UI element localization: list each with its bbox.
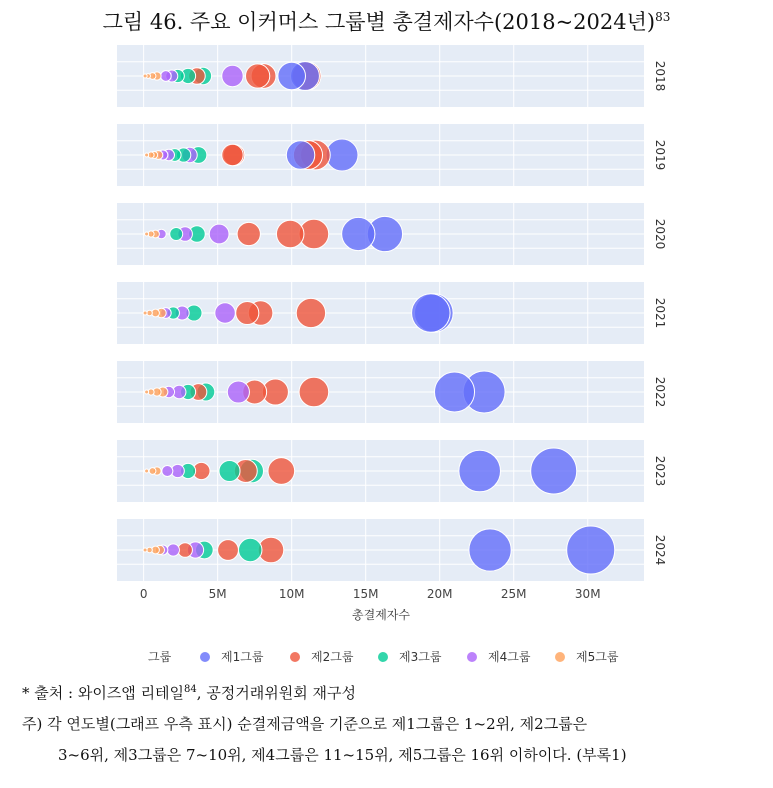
scatter-point (276, 220, 303, 247)
scatter-point (147, 310, 153, 316)
facet-panel-2018 (117, 45, 667, 107)
legend-label: 제4그룹 (488, 650, 531, 664)
scatter-point (435, 372, 475, 412)
scatter-point (145, 153, 149, 157)
scatter-point (412, 294, 450, 332)
scatter-point (227, 381, 249, 403)
scatter-point (149, 468, 156, 475)
facet-panel-2022 (117, 361, 667, 423)
legend-item-1[interactable] (200, 649, 264, 664)
legend-title: 그룹 (148, 650, 172, 664)
legend-marker (555, 652, 565, 662)
scatter-point (567, 526, 615, 574)
facet-panel-2019 (117, 124, 667, 186)
facet-label-2020: 2020 (653, 218, 667, 250)
scatter-point (222, 144, 243, 165)
scatter-point (342, 217, 375, 250)
scatter-point (219, 460, 240, 481)
legend-item-5[interactable] (555, 649, 619, 664)
scatter-point (215, 303, 235, 323)
scatter-point (286, 141, 314, 169)
source-note (22, 682, 356, 703)
scatter-point (218, 540, 239, 561)
scatter-point (167, 544, 179, 556)
legend-item-3[interactable] (378, 649, 442, 664)
facet-label-2018: 2018 (653, 60, 667, 92)
scatter-point (170, 228, 183, 241)
legend-label: 제1그룹 (221, 650, 264, 664)
scatter-point (143, 74, 147, 78)
source-note-suffix: , 공정거래위원회 재구성 (196, 684, 356, 702)
x-tick-label: 15M (352, 587, 379, 601)
scatter-point (178, 543, 193, 558)
explanatory-note-line-2: 3~6위, 제3그룹은 7~10위, 제4그룹은 11~15위, 제5그룹은 16위 이하이다. (부록1) (58, 746, 627, 764)
scatter-point (326, 139, 358, 171)
scatter-point (296, 298, 325, 327)
x-tick-label: 20M (426, 587, 453, 601)
x-tick-label: 10M (278, 587, 305, 601)
figure-title-text: 그림 46. 주요 이커머스 그룹별 총결제자수(2018~2024년) (102, 10, 656, 34)
scatter-point (268, 458, 295, 485)
scatter-point (145, 469, 149, 473)
scatter-point (299, 377, 329, 407)
facet-panel-2024 (117, 519, 667, 581)
legend-label: 제2그룹 (311, 650, 354, 664)
scatter-point (278, 62, 306, 90)
legend-marker (200, 652, 210, 662)
legend-item-2[interactable] (290, 649, 354, 664)
scatter-point (236, 301, 259, 324)
facet-label-2021: 2021 (653, 297, 667, 329)
legend-label: 제3그룹 (399, 650, 442, 664)
scatter-point (145, 390, 149, 394)
legend-marker (290, 652, 300, 662)
scatter-point (237, 222, 260, 245)
explanatory-note-line-1: 주) 각 연도별(그래프 우측 표시) 순결제금액을 기준으로 제1그룹은 1~2위, 제2그룹은 (22, 715, 588, 733)
legend (148, 649, 619, 664)
x-axis (140, 587, 601, 601)
facet-panels (117, 45, 667, 581)
scatter-point (222, 65, 243, 86)
scatter-point (246, 64, 270, 88)
scatter-point (469, 529, 511, 571)
scatter-point (143, 311, 147, 315)
x-tick-label: 5M (208, 587, 227, 601)
scatter-point (143, 548, 147, 552)
scatter-point (239, 538, 262, 561)
legend-marker (378, 652, 388, 662)
source-note-ref: 84 (184, 684, 197, 695)
facet-panel-2021 (117, 282, 667, 344)
scatter-point (531, 448, 577, 494)
x-tick-label: 30M (574, 587, 601, 601)
facet-label-2023: 2023 (653, 455, 667, 487)
source-note-prefix: * 출처 : 와이즈앱 리테일 (22, 684, 185, 702)
legend-marker (467, 652, 477, 662)
scatter-point (459, 450, 501, 492)
x-tick-label: 25M (500, 587, 527, 601)
figure-title-footnote-ref: 83 (655, 10, 671, 24)
facet-panel-2020 (117, 203, 667, 265)
legend-item-4[interactable] (467, 649, 531, 664)
scatter-point (209, 224, 229, 244)
facet-label-2019: 2019 (653, 139, 667, 171)
facet-label-2024: 2024 (653, 534, 667, 566)
scatter-point (161, 71, 172, 82)
x-tick-label: 0 (139, 587, 148, 601)
facet-label-2022: 2022 (653, 376, 667, 408)
scatter-point (162, 465, 173, 476)
x-axis-label: 총결제자수 (352, 608, 410, 622)
legend-label: 제5그룹 (576, 650, 619, 664)
scatter-point (145, 232, 149, 236)
facet-panel-2023 (117, 440, 667, 502)
scatter-point (147, 547, 153, 553)
